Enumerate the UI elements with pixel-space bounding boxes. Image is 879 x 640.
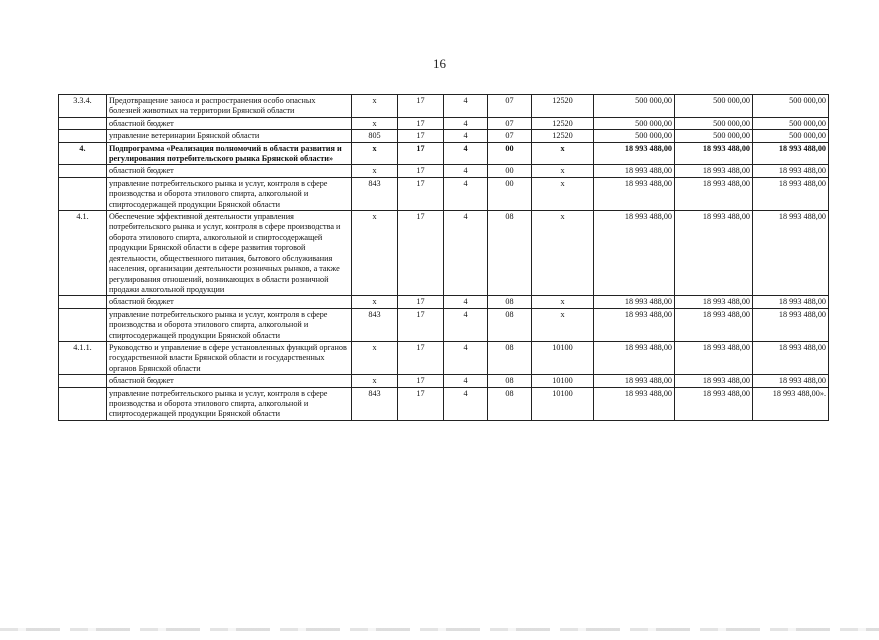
om-cell: 00 — [488, 177, 532, 210]
row-number-cell — [59, 296, 107, 308]
amount-year3-cell: 18 993 488,00 — [753, 308, 829, 341]
direction-cell: 12520 — [532, 130, 594, 142]
om-cell: 08 — [488, 211, 532, 296]
pgp-cell: 4 — [444, 211, 488, 296]
pgp-cell: 4 — [444, 130, 488, 142]
amount-year2-cell: 18 993 488,00 — [675, 308, 753, 341]
amount-year2-cell: 18 993 488,00 — [675, 387, 753, 420]
direction-cell: 10100 — [532, 341, 594, 374]
gp-cell: 17 — [398, 165, 444, 177]
gp-cell: 17 — [398, 142, 444, 165]
amount-year3-cell: 18 993 488,00 — [753, 296, 829, 308]
row-number-cell — [59, 165, 107, 177]
table-row — [59, 387, 829, 420]
amount-year1-cell: 500 000,00 — [594, 117, 675, 129]
table-row — [59, 375, 829, 387]
pgp-cell: 4 — [444, 95, 488, 118]
grbs-cell: х — [352, 375, 398, 387]
grbs-cell: 843 — [352, 177, 398, 210]
direction-cell: 10100 — [532, 387, 594, 420]
direction-cell: 12520 — [532, 95, 594, 118]
row-number-cell — [59, 130, 107, 142]
direction-cell: х — [532, 211, 594, 296]
om-cell: 08 — [488, 296, 532, 308]
amount-year2-cell: 18 993 488,00 — [675, 142, 753, 165]
amount-year2-cell: 18 993 488,00 — [675, 375, 753, 387]
grbs-cell: х — [352, 165, 398, 177]
row-name-cell: управление потребительского рынка и услуг, контроля в сфере производства и оборота этилового спирта, алкогольной и спиртосодержащей продукции Брянской области — [107, 177, 352, 210]
direction-cell: х — [532, 308, 594, 341]
om-cell: 07 — [488, 130, 532, 142]
table-row — [59, 130, 829, 142]
amount-year3-cell: 18 993 488,00 — [753, 165, 829, 177]
grbs-cell: х — [352, 341, 398, 374]
row-name-cell: Предотвращение заноса и распространения особо опасных болезней животных на территории Брянской области — [107, 95, 352, 118]
direction-cell: 10100 — [532, 375, 594, 387]
grbs-cell: х — [352, 296, 398, 308]
direction-cell: х — [532, 142, 594, 165]
gp-cell: 17 — [398, 387, 444, 420]
row-name-cell: Обеспечение эффективной деятельности управления потребительского рынка и услуг, контроля в сфере производства и оборота этилового спирта, алкогольной и спиртосодержащей продукции Брянской области в сфере развития торговой деятельности, общественного питания, бытового обслуживания населения, организации деятельности розничных рынков, а также регулирования отношений, возникающих в области розничной продажи алкогольной продукции — [107, 211, 352, 296]
amount-year1-cell: 18 993 488,00 — [594, 211, 675, 296]
direction-cell: х — [532, 165, 594, 177]
row-number-cell — [59, 177, 107, 210]
amount-year1-cell: 18 993 488,00 — [594, 142, 675, 165]
amount-year1-cell: 18 993 488,00 — [594, 296, 675, 308]
amount-year2-cell: 18 993 488,00 — [675, 177, 753, 210]
pgp-cell: 4 — [444, 308, 488, 341]
direction-cell: х — [532, 296, 594, 308]
amount-year1-cell: 18 993 488,00 — [594, 177, 675, 210]
pgp-cell: 4 — [444, 387, 488, 420]
amount-year2-cell: 500 000,00 — [675, 130, 753, 142]
om-cell: 00 — [488, 165, 532, 177]
amount-year1-cell: 18 993 488,00 — [594, 165, 675, 177]
table-row — [59, 296, 829, 308]
amount-year3-cell: 18 993 488,00 — [753, 341, 829, 374]
row-number-cell — [59, 117, 107, 129]
row-number-cell: 4. — [59, 142, 107, 165]
om-cell: 07 — [488, 95, 532, 118]
gp-cell: 17 — [398, 177, 444, 210]
amount-year2-cell: 18 993 488,00 — [675, 165, 753, 177]
direction-cell: 12520 — [532, 117, 594, 129]
amount-year3-cell: 500 000,00 — [753, 117, 829, 129]
row-name-cell: областной бюджет — [107, 165, 352, 177]
pgp-cell: 4 — [444, 117, 488, 129]
grbs-cell: х — [352, 142, 398, 165]
row-name-cell: управление ветеринарии Брянской области — [107, 130, 352, 142]
om-cell: 08 — [488, 341, 532, 374]
table-row — [59, 165, 829, 177]
row-number-cell: 3.3.4. — [59, 95, 107, 118]
amount-year2-cell: 500 000,00 — [675, 117, 753, 129]
amount-year1-cell: 18 993 488,00 — [594, 341, 675, 374]
gp-cell: 17 — [398, 95, 444, 118]
budget-table — [58, 94, 829, 421]
om-cell: 08 — [488, 308, 532, 341]
table-row — [59, 341, 829, 374]
table-row — [59, 177, 829, 210]
row-name-cell: областной бюджет — [107, 296, 352, 308]
om-cell: 08 — [488, 387, 532, 420]
gp-cell: 17 — [398, 211, 444, 296]
amount-year3-cell: 18 993 488,00 — [753, 375, 829, 387]
amount-year2-cell: 500 000,00 — [675, 95, 753, 118]
row-number-cell — [59, 387, 107, 420]
row-name-cell: управление потребительского рынка и услуг, контроля в сфере производства и оборота этилового спирта, алкогольной и спиртосодержащей продукции Брянской области — [107, 387, 352, 420]
gp-cell: 17 — [398, 375, 444, 387]
grbs-cell: 843 — [352, 387, 398, 420]
amount-year1-cell: 18 993 488,00 — [594, 387, 675, 420]
table-body — [59, 95, 829, 421]
gp-cell: 17 — [398, 341, 444, 374]
table-row — [59, 95, 829, 118]
gp-cell: 17 — [398, 296, 444, 308]
pgp-cell: 4 — [444, 341, 488, 374]
gp-cell: 17 — [398, 130, 444, 142]
pgp-cell: 4 — [444, 296, 488, 308]
pgp-cell: 4 — [444, 177, 488, 210]
amount-year3-cell: 500 000,00 — [753, 95, 829, 118]
amount-year1-cell: 18 993 488,00 — [594, 375, 675, 387]
row-name-cell: областной бюджет — [107, 117, 352, 129]
amount-year1-cell: 18 993 488,00 — [594, 308, 675, 341]
row-name-cell: Руководство и управление в сфере установленных функций органов государственной власти Брянской области и государственных органов Брянской области — [107, 341, 352, 374]
om-cell: 07 — [488, 117, 532, 129]
amount-year3-cell: 18 993 488,00 — [753, 142, 829, 165]
amount-year1-cell: 500 000,00 — [594, 95, 675, 118]
grbs-cell: 805 — [352, 130, 398, 142]
grbs-cell: х — [352, 117, 398, 129]
row-name-cell: Подпрограмма «Реализация полномочий в области развития и регулирования потребительского рынка Брянской области» — [107, 142, 352, 165]
amount-year2-cell: 18 993 488,00 — [675, 341, 753, 374]
table-row — [59, 142, 829, 165]
table-row — [59, 117, 829, 129]
pgp-cell: 4 — [444, 375, 488, 387]
gp-cell: 17 — [398, 308, 444, 341]
amount-year3-cell: 18 993 488,00». — [753, 387, 829, 420]
amount-year3-cell: 500 000,00 — [753, 130, 829, 142]
row-name-cell: областной бюджет — [107, 375, 352, 387]
pgp-cell: 4 — [444, 142, 488, 165]
om-cell: 08 — [488, 375, 532, 387]
grbs-cell: х — [352, 211, 398, 296]
grbs-cell: х — [352, 95, 398, 118]
row-number-cell — [59, 375, 107, 387]
table-row — [59, 308, 829, 341]
row-number-cell: 4.1. — [59, 211, 107, 296]
pgp-cell: 4 — [444, 165, 488, 177]
direction-cell: х — [532, 177, 594, 210]
row-name-cell: управление потребительского рынка и услуг, контроля в сфере производства и оборота этилового спирта, алкогольной и спиртосодержащей продукции Брянской области — [107, 308, 352, 341]
grbs-cell: 843 — [352, 308, 398, 341]
amount-year1-cell: 500 000,00 — [594, 130, 675, 142]
amount-year2-cell: 18 993 488,00 — [675, 296, 753, 308]
amount-year2-cell: 18 993 488,00 — [675, 211, 753, 296]
scan-artifact-line — [0, 628, 879, 631]
page-number: 16 — [433, 56, 446, 71]
amount-year3-cell: 18 993 488,00 — [753, 211, 829, 296]
row-number-cell — [59, 308, 107, 341]
amount-year3-cell: 18 993 488,00 — [753, 177, 829, 210]
row-number-cell: 4.1.1. — [59, 341, 107, 374]
om-cell: 00 — [488, 142, 532, 165]
gp-cell: 17 — [398, 117, 444, 129]
table-row — [59, 211, 829, 296]
